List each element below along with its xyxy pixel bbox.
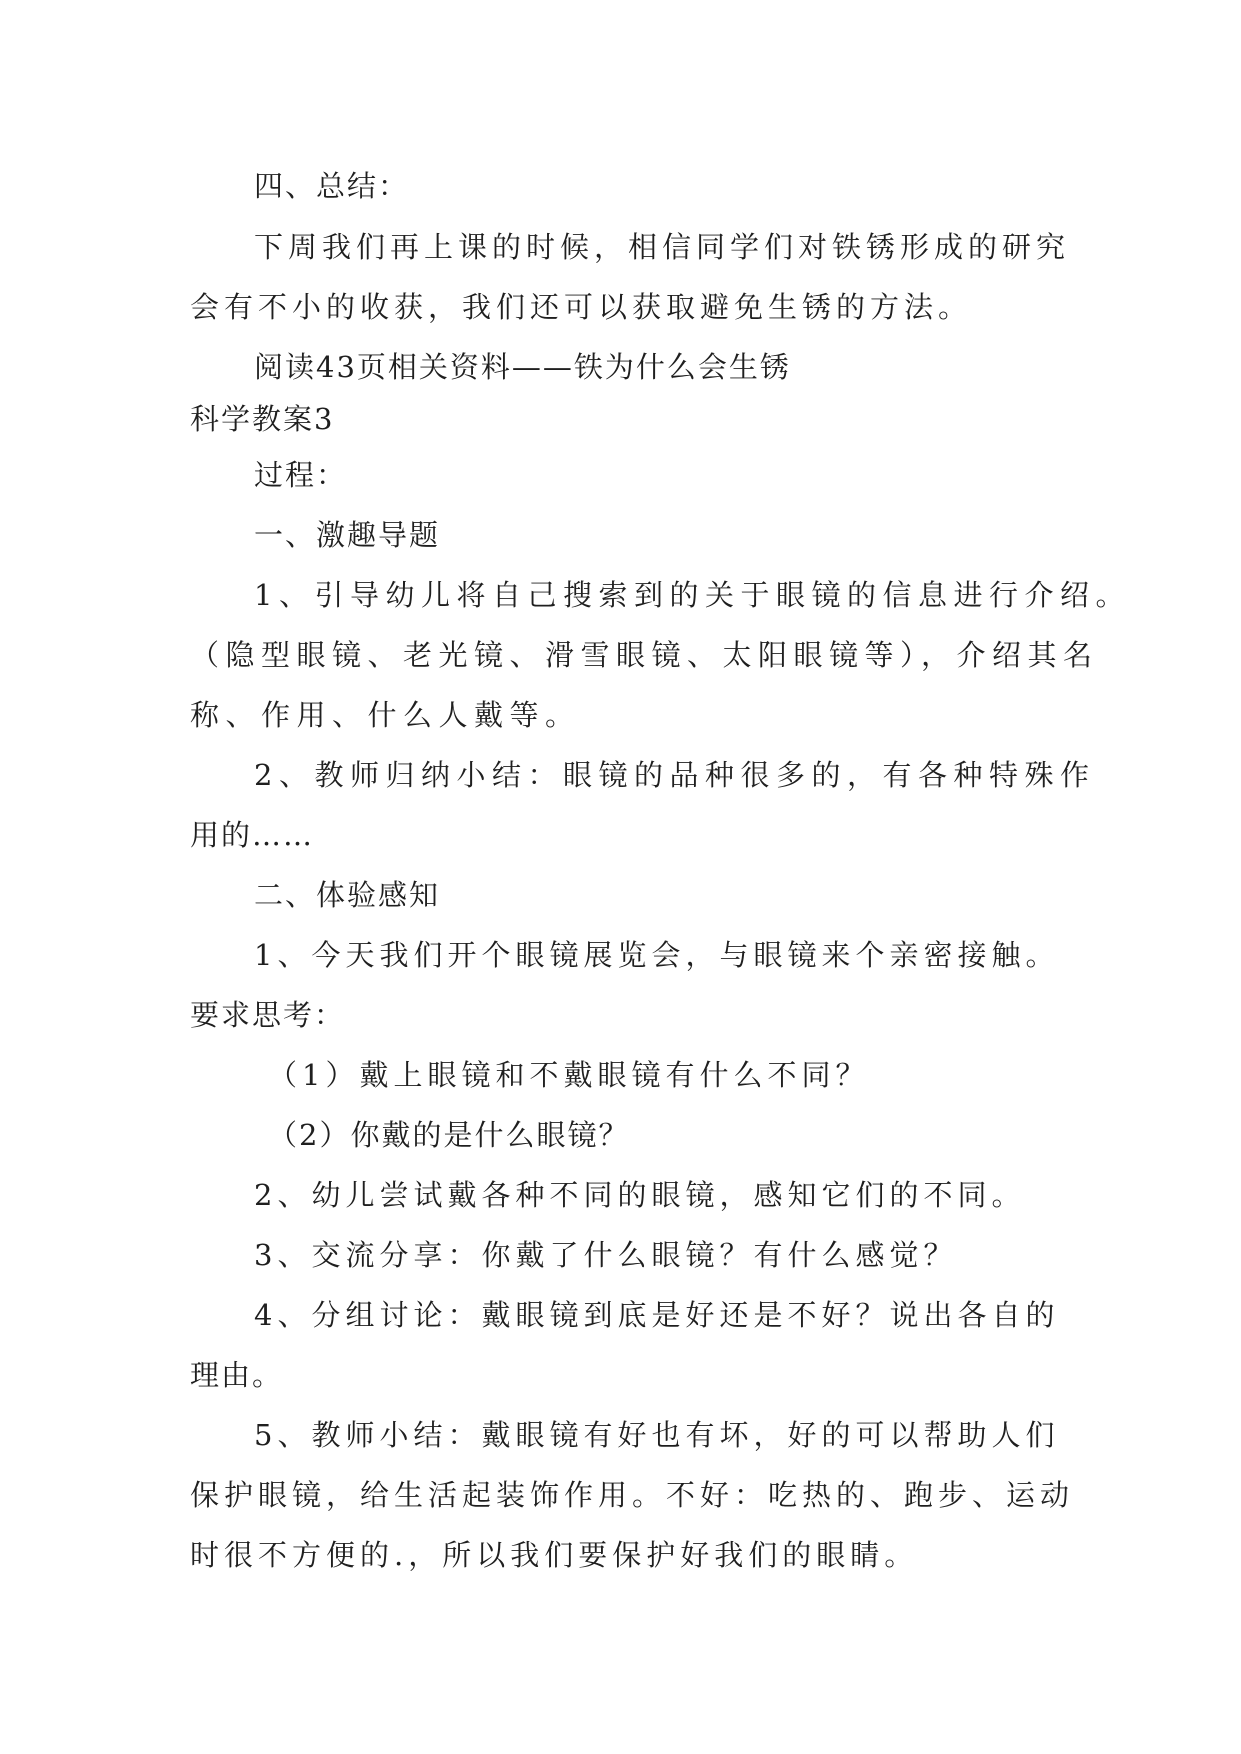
paragraph-line: 称、作用、什么人戴等。 xyxy=(190,698,581,732)
sub-list-item: （2）你戴的是什么眼镜？ xyxy=(268,1118,630,1152)
section-heading-experience: 二、体验感知 xyxy=(254,878,441,912)
paragraph-line: 下周我们再上课的时候，相信同学们对铁锈形成的研究 xyxy=(254,230,1071,264)
list-item: 4、分组讨论：戴眼镜到底是好还是不好？说出各自的 xyxy=(254,1298,1060,1332)
list-item: 5、教师小结：戴眼镜有好也有坏，好的可以帮助人们 xyxy=(254,1418,1060,1452)
lesson-title: 科学教案3 xyxy=(190,402,335,436)
paragraph-line: （隐型眼镜、老光镜、滑雪眼镜、太阳眼镜等），介绍其名 xyxy=(190,638,1099,672)
section-heading-intro: 一、激趣导题 xyxy=(254,518,441,552)
paragraph-line: 理由。 xyxy=(190,1358,284,1392)
list-item: 1、今天我们开个眼镜展览会，与眼镜来个亲密接触。 xyxy=(254,938,1060,972)
list-item: 1、引导幼儿将自己搜索到的关于眼镜的信息进行介绍。 xyxy=(254,578,1131,612)
paragraph-line: 会有不小的收获，我们还可以获取避免生锈的方法。 xyxy=(190,290,973,324)
paragraph-line: 用的…… xyxy=(190,818,315,852)
section-heading-process: 过程： xyxy=(254,458,348,492)
paragraph-line: 阅读43页相关资料——铁为什么会生锈 xyxy=(254,350,791,384)
list-item: 2、教师归纳小结：眼镜的品种很多的，有各种特殊作 xyxy=(254,758,1096,792)
section-heading-summary: 四、总结： xyxy=(254,169,410,203)
list-item: 2、幼儿尝试戴各种不同的眼镜，感知它们的不同。 xyxy=(254,1178,1026,1212)
paragraph-line: 要求思考： xyxy=(190,998,346,1032)
paragraph-line: 时很不方便的.，所以我们要保护好我们的眼睛。 xyxy=(190,1538,919,1572)
sub-list-item: （1）戴上眼镜和不戴眼镜有什么不同？ xyxy=(268,1058,870,1092)
paragraph-line: 保护眼镜，给生活起装饰作用。不好：吃热的、跑步、运动 xyxy=(190,1478,1075,1512)
list-item: 3、交流分享：你戴了什么眼镜？有什么感觉？ xyxy=(254,1238,958,1272)
